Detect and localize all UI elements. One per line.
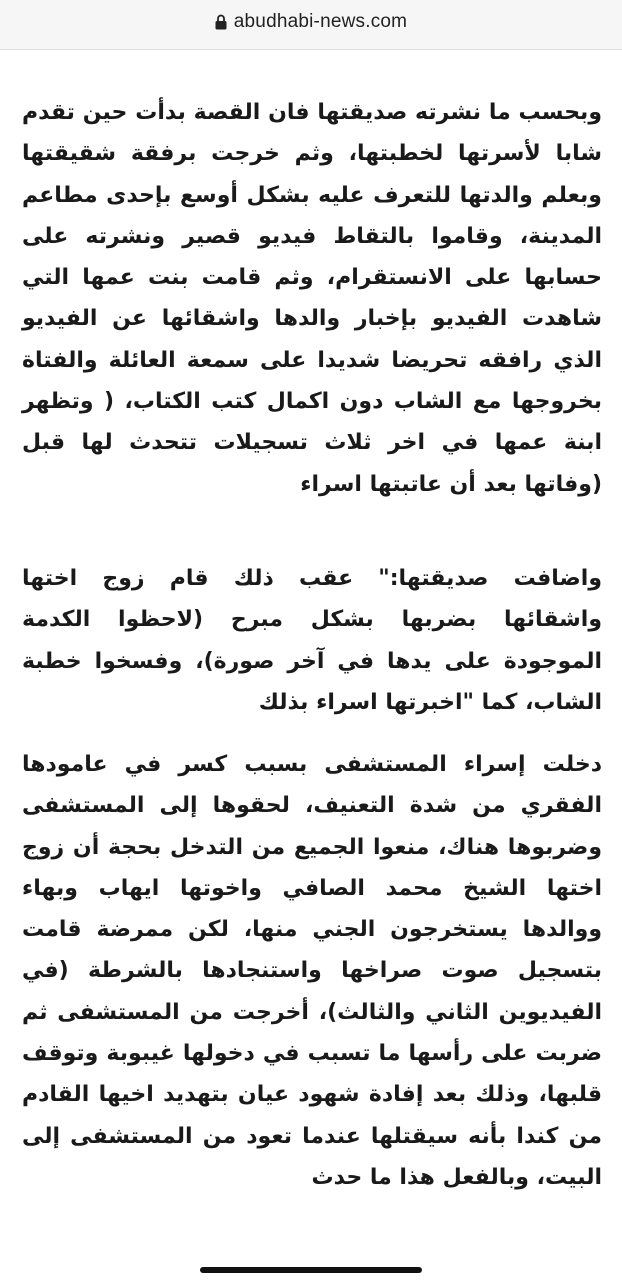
article-paragraph-3: دخلت إسراء المستشفى بسبب كسر في عامودها الفقري من شدة التعنيف، لحقوها إلى المستشفى وضربوها هناك، منعوا الجميع من التدخل بحجة أن زوج اختها الشيخ محمد الصافي واخوتها ايهاب وبهاء ووالدها يستخرجون الجني منها، لكن ممرضة قامت بتسجيل صوت صراخها واستنجادها بالشرطة (في الفيديوين الثاني والثالث)، أخرجت من المستشفى ثم ضربت على رأسها ما تسبب في دخولها غيبوبة وتوقف قلبها، وذلك بعد إفادة شهود عيان بتهديد اخيها القادم من كندا بأنه سيقتلها عندما تعود من المستشفى إلى البيت، وبالفعل هذا ما حدث (22, 752, 602, 1190)
home-indicator[interactable] (200, 1267, 422, 1273)
url-text: abudhabi-news.com (233, 10, 408, 32)
article-paragraph-1: وبحسب ما نشرته صديقتها فان القصة بدأت حين تقدم شابا لأسرتها لخطبتها، وثم خرجت برفقة شقيقتها وبعلم والدتها للتعرف عليه بشكل أوسع بإحدى مطاعم المدينة، وقاموا بالتقاط فيديو قصير ونشرته على حسابها على الانستقرام، وثم قامت بنت عمها التي شاهدت الفيديو بإخبار والدها واشقائها عن الفيديو الذي رافقه تحريضا شديدا على سمعة العائلة والفتاة بخروجها مع الشاب دون اكمال كتب الكتاب، ( وتظهر ابنة عمها في اخر ثلاث تسجيلات تتحدث لها قبل (وفاتها بعد أن عاتبتها اسراء (22, 100, 602, 497)
lock-icon (215, 14, 227, 30)
url-display[interactable] (215, 11, 407, 33)
article-body (22, 92, 602, 1190)
article-paragraph-2: واضافت صديقتها:" عقب ذلك قام زوج اختها واشقائها بضربها بشكل مبرح (لاحظوا الكدمة الموجودة على يدها في آخر صورة)، وفسخوا خطبة الشاب، كما "اخبرتها اسراء بذلك (22, 566, 602, 715)
browser-url-bar[interactable] (0, 0, 622, 50)
